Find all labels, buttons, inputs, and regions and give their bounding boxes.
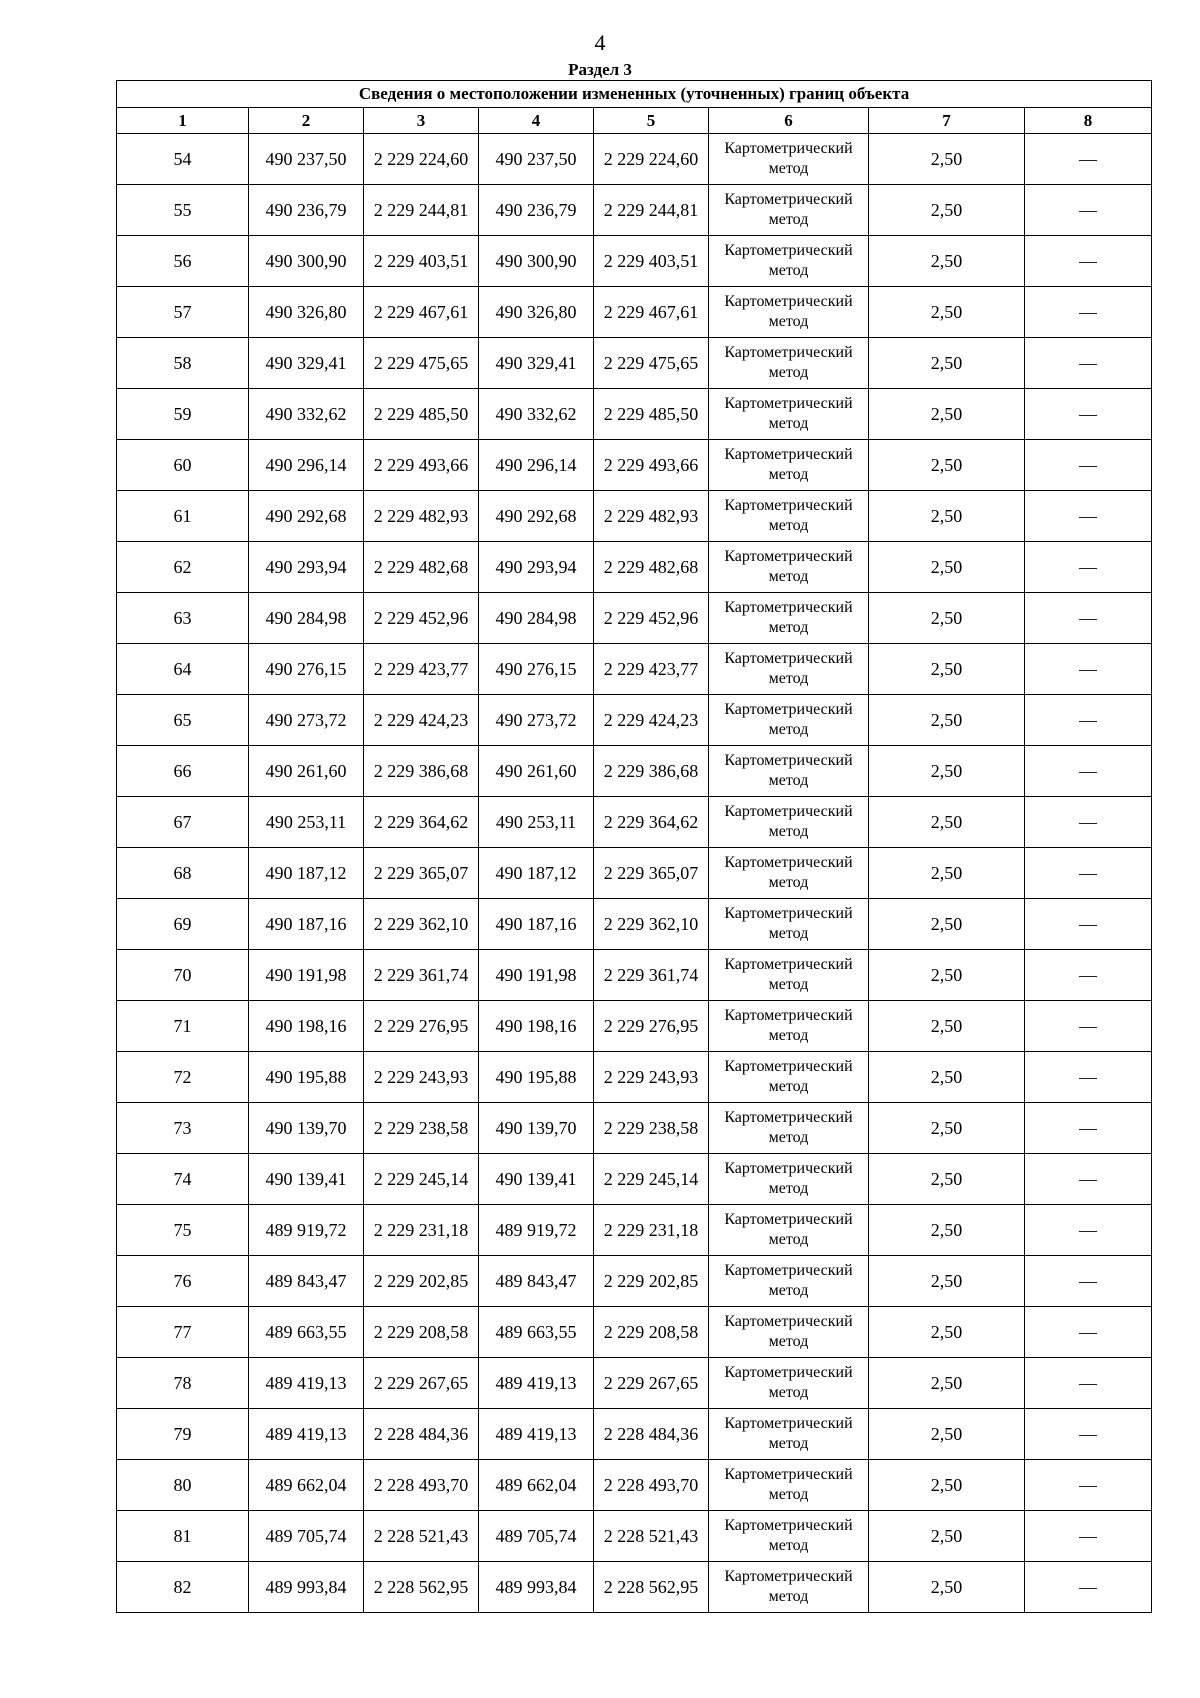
- table-row: [117, 644, 1152, 695]
- method-cell: Картометрический метод: [709, 1460, 869, 1511]
- x-new-cell: 490 187,12: [479, 848, 594, 899]
- method-cell: Картометрический метод: [709, 1154, 869, 1205]
- x-old-cell: 490 296,14: [249, 440, 364, 491]
- y-new-cell: 2 229 276,95: [594, 1001, 709, 1052]
- y-new-cell: 2 228 562,95: [594, 1562, 709, 1613]
- x-new-cell: 490 329,41: [479, 338, 594, 389]
- table-row: [117, 950, 1152, 1001]
- accuracy-cell: 2,50: [869, 1358, 1025, 1409]
- method-cell: Картометрический метод: [709, 797, 869, 848]
- accuracy-cell: 2,50: [869, 797, 1025, 848]
- y-new-cell: 2 229 361,74: [594, 950, 709, 1001]
- method-cell: Картометрический метод: [709, 1409, 869, 1460]
- x-old-cell: 490 253,11: [249, 797, 364, 848]
- method-cell: Картометрический метод: [709, 746, 869, 797]
- x-new-cell: 490 292,68: [479, 491, 594, 542]
- x-new-cell: 490 332,62: [479, 389, 594, 440]
- point-number-cell: 58: [117, 338, 249, 389]
- y-old-cell: 2 229 475,65: [364, 338, 479, 389]
- x-new-cell: 490 276,15: [479, 644, 594, 695]
- accuracy-cell: 2,50: [869, 1154, 1025, 1205]
- y-new-cell: 2 229 267,65: [594, 1358, 709, 1409]
- description-cell: —: [1025, 1205, 1152, 1256]
- method-cell: Картометрический метод: [709, 848, 869, 899]
- point-number-cell: 72: [117, 1052, 249, 1103]
- y-old-cell: 2 229 424,23: [364, 695, 479, 746]
- point-number-cell: 78: [117, 1358, 249, 1409]
- table-row: [117, 746, 1152, 797]
- point-number-cell: 62: [117, 542, 249, 593]
- point-number-cell: 66: [117, 746, 249, 797]
- point-number-cell: 82: [117, 1562, 249, 1613]
- y-old-cell: 2 229 244,81: [364, 185, 479, 236]
- accuracy-cell: 2,50: [869, 1511, 1025, 1562]
- point-number-cell: 80: [117, 1460, 249, 1511]
- method-cell: Картометрический метод: [709, 1511, 869, 1562]
- accuracy-cell: 2,50: [869, 542, 1025, 593]
- point-number-cell: 68: [117, 848, 249, 899]
- y-new-cell: 2 229 452,96: [594, 593, 709, 644]
- y-new-cell: 2 229 365,07: [594, 848, 709, 899]
- table-row: [117, 1052, 1152, 1103]
- y-old-cell: 2 228 493,70: [364, 1460, 479, 1511]
- point-number-cell: 65: [117, 695, 249, 746]
- y-old-cell: 2 229 202,85: [364, 1256, 479, 1307]
- y-old-cell: 2 229 403,51: [364, 236, 479, 287]
- x-new-cell: 489 662,04: [479, 1460, 594, 1511]
- accuracy-cell: 2,50: [869, 1205, 1025, 1256]
- point-number-cell: 67: [117, 797, 249, 848]
- y-new-cell: 2 229 467,61: [594, 287, 709, 338]
- table-row: [117, 236, 1152, 287]
- method-cell: Картометрический метод: [709, 389, 869, 440]
- table-row: [117, 389, 1152, 440]
- y-new-cell: 2 229 245,14: [594, 1154, 709, 1205]
- point-number-cell: 63: [117, 593, 249, 644]
- table-row: [117, 1103, 1152, 1154]
- point-number-cell: 76: [117, 1256, 249, 1307]
- y-old-cell: 2 228 562,95: [364, 1562, 479, 1613]
- table-row: [117, 1358, 1152, 1409]
- y-old-cell: 2 228 521,43: [364, 1511, 479, 1562]
- accuracy-cell: 2,50: [869, 134, 1025, 185]
- y-old-cell: 2 229 231,18: [364, 1205, 479, 1256]
- accuracy-cell: 2,50: [869, 1103, 1025, 1154]
- table-row: [117, 848, 1152, 899]
- table-row: [117, 1307, 1152, 1358]
- y-new-cell: 2 229 482,93: [594, 491, 709, 542]
- table-row: [117, 1154, 1152, 1205]
- method-cell: Картометрический метод: [709, 1052, 869, 1103]
- y-old-cell: 2 229 208,58: [364, 1307, 479, 1358]
- x-old-cell: 490 276,15: [249, 644, 364, 695]
- description-cell: —: [1025, 440, 1152, 491]
- description-cell: —: [1025, 1511, 1152, 1562]
- table-row: [117, 1256, 1152, 1307]
- x-old-cell: 490 187,16: [249, 899, 364, 950]
- description-cell: —: [1025, 644, 1152, 695]
- column-number-7: 7: [869, 108, 1025, 134]
- y-new-cell: 2 228 493,70: [594, 1460, 709, 1511]
- x-new-cell: 490 187,16: [479, 899, 594, 950]
- accuracy-cell: 2,50: [869, 644, 1025, 695]
- column-number-1: 1: [117, 108, 249, 134]
- y-old-cell: 2 229 267,65: [364, 1358, 479, 1409]
- accuracy-cell: 2,50: [869, 1256, 1025, 1307]
- point-number-cell: 81: [117, 1511, 249, 1562]
- x-old-cell: 490 236,79: [249, 185, 364, 236]
- x-new-cell: 490 284,98: [479, 593, 594, 644]
- x-old-cell: 490 326,80: [249, 287, 364, 338]
- x-old-cell: 489 419,13: [249, 1409, 364, 1460]
- description-cell: —: [1025, 389, 1152, 440]
- x-old-cell: 489 843,47: [249, 1256, 364, 1307]
- point-number-cell: 73: [117, 1103, 249, 1154]
- y-old-cell: 2 229 245,14: [364, 1154, 479, 1205]
- x-new-cell: 490 139,70: [479, 1103, 594, 1154]
- point-number-cell: 74: [117, 1154, 249, 1205]
- accuracy-cell: 2,50: [869, 389, 1025, 440]
- description-cell: —: [1025, 899, 1152, 950]
- table-body: [117, 134, 1152, 1613]
- method-cell: Картометрический метод: [709, 1562, 869, 1613]
- description-cell: —: [1025, 491, 1152, 542]
- x-new-cell: 490 139,41: [479, 1154, 594, 1205]
- accuracy-cell: 2,50: [869, 1562, 1025, 1613]
- y-new-cell: 2 229 208,58: [594, 1307, 709, 1358]
- x-old-cell: 490 273,72: [249, 695, 364, 746]
- description-cell: —: [1025, 1409, 1152, 1460]
- y-old-cell: 2 229 224,60: [364, 134, 479, 185]
- y-new-cell: 2 229 424,23: [594, 695, 709, 746]
- y-new-cell: 2 228 484,36: [594, 1409, 709, 1460]
- table-row: [117, 491, 1152, 542]
- description-cell: —: [1025, 185, 1152, 236]
- y-new-cell: 2 229 243,93: [594, 1052, 709, 1103]
- point-number-cell: 57: [117, 287, 249, 338]
- x-new-cell: 489 705,74: [479, 1511, 594, 1562]
- table-row: [117, 1511, 1152, 1562]
- x-old-cell: 490 139,41: [249, 1154, 364, 1205]
- x-new-cell: 489 419,13: [479, 1409, 594, 1460]
- description-cell: —: [1025, 1052, 1152, 1103]
- y-old-cell: 2 229 485,50: [364, 389, 479, 440]
- method-cell: Картометрический метод: [709, 287, 869, 338]
- point-number-cell: 56: [117, 236, 249, 287]
- x-new-cell: 490 273,72: [479, 695, 594, 746]
- method-cell: Картометрический метод: [709, 695, 869, 746]
- y-old-cell: 2 229 386,68: [364, 746, 479, 797]
- x-new-cell: 490 191,98: [479, 950, 594, 1001]
- x-old-cell: 490 261,60: [249, 746, 364, 797]
- point-number-cell: 64: [117, 644, 249, 695]
- x-old-cell: 490 191,98: [249, 950, 364, 1001]
- page-number: 4: [594, 30, 606, 55]
- description-cell: —: [1025, 1562, 1152, 1613]
- method-cell: Картометрический метод: [709, 593, 869, 644]
- x-old-cell: 490 237,50: [249, 134, 364, 185]
- description-cell: —: [1025, 1460, 1152, 1511]
- boundary-coordinates-table: [116, 80, 1152, 1613]
- x-old-cell: 490 300,90: [249, 236, 364, 287]
- y-new-cell: 2 229 423,77: [594, 644, 709, 695]
- table-row: [117, 542, 1152, 593]
- y-new-cell: 2 229 238,58: [594, 1103, 709, 1154]
- accuracy-cell: 2,50: [869, 695, 1025, 746]
- y-new-cell: 2 229 386,68: [594, 746, 709, 797]
- table-row: [117, 185, 1152, 236]
- x-new-cell: 490 261,60: [479, 746, 594, 797]
- accuracy-cell: 2,50: [869, 899, 1025, 950]
- x-new-cell: 490 198,16: [479, 1001, 594, 1052]
- description-cell: —: [1025, 848, 1152, 899]
- table-row: [117, 440, 1152, 491]
- x-old-cell: 489 662,04: [249, 1460, 364, 1511]
- x-new-cell: 490 236,79: [479, 185, 594, 236]
- x-new-cell: 490 237,50: [479, 134, 594, 185]
- method-cell: Картометрический метод: [709, 899, 869, 950]
- table-row: [117, 1460, 1152, 1511]
- x-old-cell: 490 187,12: [249, 848, 364, 899]
- x-new-cell: 489 993,84: [479, 1562, 594, 1613]
- accuracy-cell: 2,50: [869, 1052, 1025, 1103]
- method-cell: Картометрический метод: [709, 338, 869, 389]
- point-number-cell: 55: [117, 185, 249, 236]
- table-row: [117, 797, 1152, 848]
- y-new-cell: 2 229 231,18: [594, 1205, 709, 1256]
- column-number-6: 6: [709, 108, 869, 134]
- method-cell: Картометрический метод: [709, 1358, 869, 1409]
- point-number-cell: 54: [117, 134, 249, 185]
- table-row: [117, 695, 1152, 746]
- y-old-cell: 2 229 493,66: [364, 440, 479, 491]
- description-cell: —: [1025, 134, 1152, 185]
- column-number-3: 3: [364, 108, 479, 134]
- description-cell: —: [1025, 1103, 1152, 1154]
- table-row: [117, 1001, 1152, 1052]
- x-new-cell: 490 296,14: [479, 440, 594, 491]
- point-number-cell: 71: [117, 1001, 249, 1052]
- description-cell: —: [1025, 746, 1152, 797]
- y-new-cell: 2 228 521,43: [594, 1511, 709, 1562]
- x-old-cell: 489 419,13: [249, 1358, 364, 1409]
- x-old-cell: 490 198,16: [249, 1001, 364, 1052]
- x-new-cell: 489 919,72: [479, 1205, 594, 1256]
- x-old-cell: 490 195,88: [249, 1052, 364, 1103]
- description-cell: —: [1025, 542, 1152, 593]
- method-cell: Картометрический метод: [709, 950, 869, 1001]
- column-number-8: 8: [1025, 108, 1152, 134]
- description-cell: —: [1025, 287, 1152, 338]
- method-cell: Картометрический метод: [709, 491, 869, 542]
- y-old-cell: 2 229 365,07: [364, 848, 479, 899]
- y-new-cell: 2 229 202,85: [594, 1256, 709, 1307]
- accuracy-cell: 2,50: [869, 1307, 1025, 1358]
- x-new-cell: 489 663,55: [479, 1307, 594, 1358]
- column-number-row: [117, 108, 1152, 134]
- method-cell: Картометрический метод: [709, 644, 869, 695]
- accuracy-cell: 2,50: [869, 236, 1025, 287]
- x-new-cell: 490 300,90: [479, 236, 594, 287]
- x-new-cell: 489 419,13: [479, 1358, 594, 1409]
- y-old-cell: 2 229 364,62: [364, 797, 479, 848]
- method-cell: Картометрический метод: [709, 1205, 869, 1256]
- y-new-cell: 2 229 362,10: [594, 899, 709, 950]
- description-cell: —: [1025, 593, 1152, 644]
- table-row: [117, 593, 1152, 644]
- table-row: [117, 338, 1152, 389]
- description-cell: —: [1025, 338, 1152, 389]
- column-number-5: 5: [594, 108, 709, 134]
- description-cell: —: [1025, 1358, 1152, 1409]
- description-cell: —: [1025, 950, 1152, 1001]
- accuracy-cell: 2,50: [869, 338, 1025, 389]
- method-cell: Картометрический метод: [709, 1001, 869, 1052]
- accuracy-cell: 2,50: [869, 950, 1025, 1001]
- y-old-cell: 2 229 238,58: [364, 1103, 479, 1154]
- x-old-cell: 489 663,55: [249, 1307, 364, 1358]
- table-row: [117, 1205, 1152, 1256]
- description-cell: —: [1025, 1256, 1152, 1307]
- x-old-cell: 490 329,41: [249, 338, 364, 389]
- y-old-cell: 2 229 452,96: [364, 593, 479, 644]
- description-cell: —: [1025, 1154, 1152, 1205]
- y-old-cell: 2 229 482,93: [364, 491, 479, 542]
- method-cell: Картометрический метод: [709, 236, 869, 287]
- accuracy-cell: 2,50: [869, 185, 1025, 236]
- method-cell: Картометрический метод: [709, 542, 869, 593]
- x-new-cell: 490 326,80: [479, 287, 594, 338]
- accuracy-cell: 2,50: [869, 1409, 1025, 1460]
- x-old-cell: 490 292,68: [249, 491, 364, 542]
- table-row: [117, 287, 1152, 338]
- method-cell: Картометрический метод: [709, 134, 869, 185]
- column-number-2: 2: [249, 108, 364, 134]
- description-cell: —: [1025, 695, 1152, 746]
- x-old-cell: 490 284,98: [249, 593, 364, 644]
- point-number-cell: 77: [117, 1307, 249, 1358]
- table-row: [117, 899, 1152, 950]
- accuracy-cell: 2,50: [869, 848, 1025, 899]
- description-cell: —: [1025, 1001, 1152, 1052]
- accuracy-cell: 2,50: [869, 1001, 1025, 1052]
- x-old-cell: 489 993,84: [249, 1562, 364, 1613]
- y-new-cell: 2 229 403,51: [594, 236, 709, 287]
- y-old-cell: 2 229 423,77: [364, 644, 479, 695]
- x-old-cell: 489 919,72: [249, 1205, 364, 1256]
- x-new-cell: 490 293,94: [479, 542, 594, 593]
- method-cell: Картометрический метод: [709, 1256, 869, 1307]
- accuracy-cell: 2,50: [869, 491, 1025, 542]
- y-new-cell: 2 229 493,66: [594, 440, 709, 491]
- column-number-4: 4: [479, 108, 594, 134]
- method-cell: Картометрический метод: [709, 1307, 869, 1358]
- point-number-cell: 60: [117, 440, 249, 491]
- section-title: Раздел 3: [568, 60, 632, 79]
- table-row: [117, 1562, 1152, 1613]
- x-old-cell: 490 293,94: [249, 542, 364, 593]
- point-number-cell: 79: [117, 1409, 249, 1460]
- y-old-cell: 2 229 276,95: [364, 1001, 479, 1052]
- table-row: [117, 1409, 1152, 1460]
- table-caption: Сведения о местоположении измененных (уточненных) границ объекта: [117, 81, 1152, 108]
- y-new-cell: 2 229 482,68: [594, 542, 709, 593]
- y-new-cell: 2 229 244,81: [594, 185, 709, 236]
- y-old-cell: 2 229 362,10: [364, 899, 479, 950]
- y-old-cell: 2 229 361,74: [364, 950, 479, 1001]
- y-old-cell: 2 229 467,61: [364, 287, 479, 338]
- y-new-cell: 2 229 475,65: [594, 338, 709, 389]
- x-old-cell: 490 139,70: [249, 1103, 364, 1154]
- accuracy-cell: 2,50: [869, 1460, 1025, 1511]
- y-new-cell: 2 229 364,62: [594, 797, 709, 848]
- table-row: [117, 134, 1152, 185]
- method-cell: Картометрический метод: [709, 1103, 869, 1154]
- accuracy-cell: 2,50: [869, 440, 1025, 491]
- y-old-cell: 2 228 484,36: [364, 1409, 479, 1460]
- accuracy-cell: 2,50: [869, 593, 1025, 644]
- point-number-cell: 70: [117, 950, 249, 1001]
- x-new-cell: 490 253,11: [479, 797, 594, 848]
- point-number-cell: 59: [117, 389, 249, 440]
- y-new-cell: 2 229 224,60: [594, 134, 709, 185]
- x-old-cell: 490 332,62: [249, 389, 364, 440]
- method-cell: Картометрический метод: [709, 440, 869, 491]
- accuracy-cell: 2,50: [869, 287, 1025, 338]
- accuracy-cell: 2,50: [869, 746, 1025, 797]
- method-cell: Картометрический метод: [709, 185, 869, 236]
- description-cell: —: [1025, 236, 1152, 287]
- x-new-cell: 490 195,88: [479, 1052, 594, 1103]
- description-cell: —: [1025, 797, 1152, 848]
- x-new-cell: 489 843,47: [479, 1256, 594, 1307]
- point-number-cell: 69: [117, 899, 249, 950]
- x-old-cell: 489 705,74: [249, 1511, 364, 1562]
- y-new-cell: 2 229 485,50: [594, 389, 709, 440]
- y-old-cell: 2 229 482,68: [364, 542, 479, 593]
- description-cell: —: [1025, 1307, 1152, 1358]
- point-number-cell: 61: [117, 491, 249, 542]
- point-number-cell: 75: [117, 1205, 249, 1256]
- y-old-cell: 2 229 243,93: [364, 1052, 479, 1103]
